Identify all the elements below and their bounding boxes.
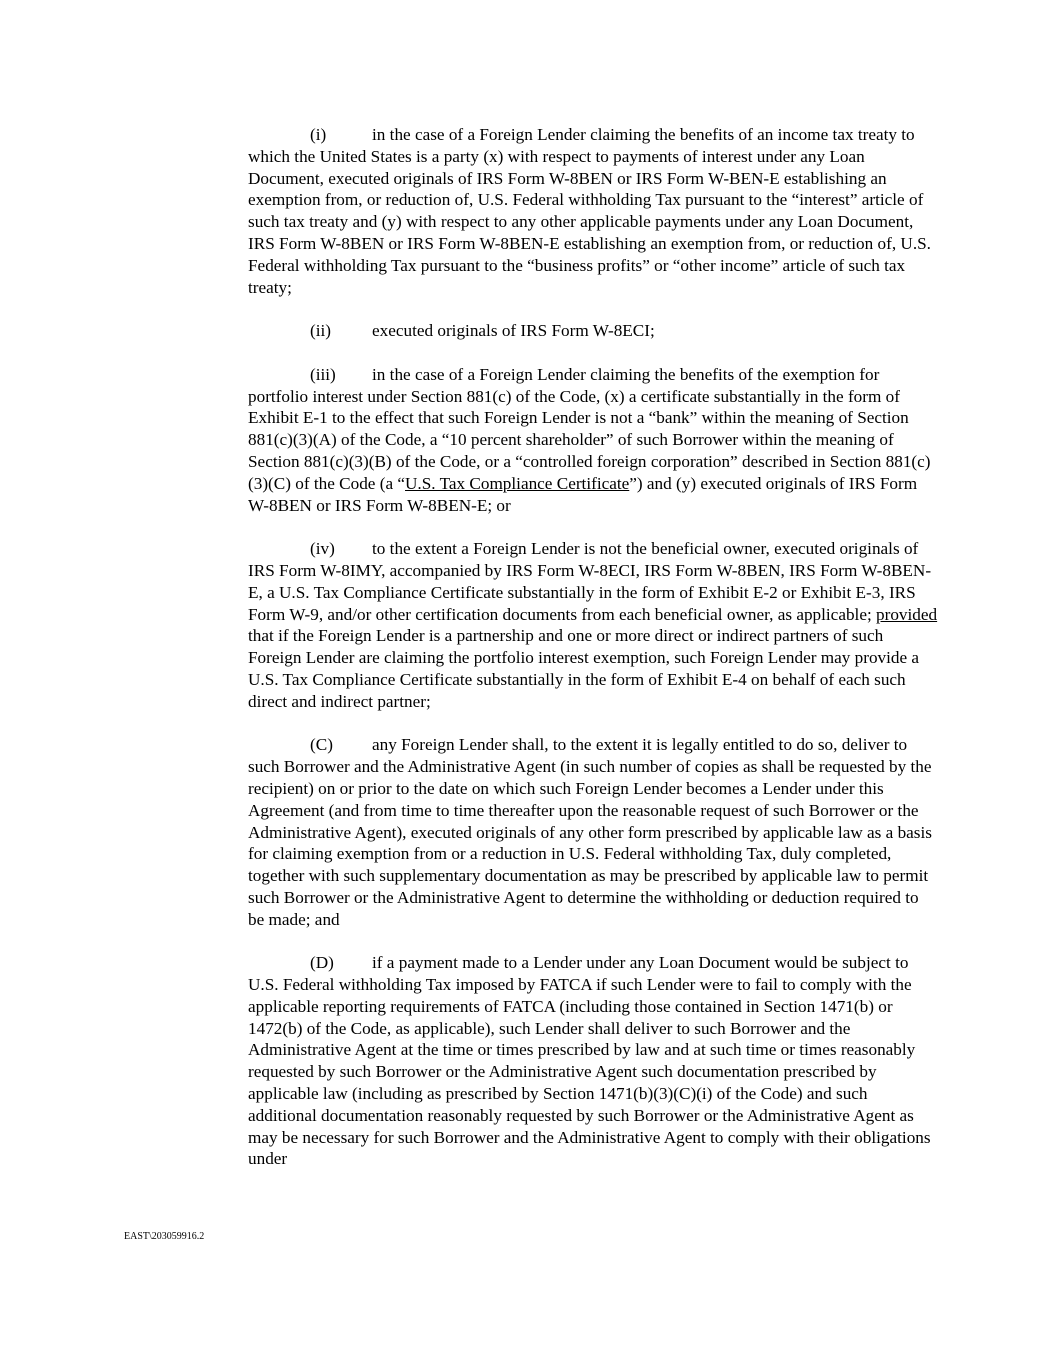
paragraph-number: (iii) [310,364,336,384]
paragraph-number: (ii) [310,321,331,341]
paragraph-iii [248,364,938,517]
paragraph-text: in the case of a Foreign Lender claiming the benefits of the exemption for portfolio interest under Section 881(c) of the Code, (x) a certificate substantially in the form of Exhibit E-1 to the effect that such Foreign Lender is not a “bank” within the meaning of Section 881(c)(3)(A) of the Code, a “10 percent shareholder” of such Borrower within the meaning of Section 881(c)(3)(B) of the Code, or a “controlled foreign corporation” described in Section 881(c)(3)(C) of the Code (a “ [248,364,931,493]
paragraph-text: executed originals of IRS Form W-8ECI; [372,321,655,341]
paragraph-i [248,124,938,298]
paragraph-text: any Foreign Lender shall, to the extent it is legally entitled to do so, deliver to such Borrower and the Administrative Agent (in such number of copies as shall be requested by the recipient) on or prior to the date on which such Foreign Lender becomes a Lender under this Agreement (and from time to time thereafter upon the reasonable request of such Borrower or the Administrative Agent), executed originals of any other form prescribed by applicable law as a basis for claiming exemption from or a reduction in U.S. Federal withholding Tax, duly completed, together with such supplementary documentation as may be prescribed by applicable law to permit such Borrower or the Administrative Agent to determine the withholding or deduction required to be made; and [248,735,932,929]
document-id-footer: EAST\203059916.2 [124,1231,205,1242]
paragraph-number: (D) [310,953,334,973]
paragraph-number: (C) [310,735,333,755]
paragraph-iv [248,538,938,712]
paragraph-text: to the extent a Foreign Lender is not the beneficial owner, executed originals of IRS Form W-8IMY, accompanied by IRS Form W-8ECI, IRS Form W-8BEN, IRS Form W-8BEN-E, a U.S. Tax Compliance Certificate substantially in the form of Exhibit E-2 or Exhibit E-3, IRS Form W-9, and/or other certification documents from each beneficial owner, as applicable; [248,539,932,624]
paragraph-c [248,734,938,930]
paragraph-text-continued: ”) and (y) executed originals of IRS Form W-8BEN or IRS Form W-8BEN-E; or [248,473,918,515]
proviso-underlined: provided [876,604,938,624]
paragraph-text: in the case of a Foreign Lender claiming the benefits of an income tax treaty to which the United States is a party (x) with respect to payments of interest under any Loan Document, executed originals of IRS Form W-8BEN or IRS Form W-BEN-E establishing an exemption from, or reduction of, U.S. Federal withholding Tax pursuant to the “interest” article of such tax treaty and (y) with respect to any other applicable payments under any Loan Document, IRS Form W-8BEN or IRS Form W-8BEN-E establishing an exemption from, or reduction of, U.S. Federal withholding Tax pursuant to the “business profits” or “other income” article of such tax treaty; [248,125,931,297]
paragraph-number: (i) [310,125,327,144]
paragraph-ii [248,320,938,342]
defined-term-underlined: U.S. Tax Compliance Certificate [405,473,630,493]
document-body [248,124,938,1192]
paragraph-text: if a payment made to a Lender under any Loan Document would be subject to U.S. Federal withholding Tax imposed by FATCA if such Lender were to fail to comply with the applicable reporting requirements of FATCA (including those contained in Section 1471(b) or 1472(b) of the Code, as applicable), such Lender shall deliver to such Borrower and the Administrative Agent at the time or times prescribed by law and at such time or times reasonably requested by such Borrower or the Administrative Agent such documentation prescribed by applicable law (including as prescribed by Section 1471(b)(3)(C)(i) of the Code) and such additional documentation reasonably requested by such Borrower or the Administrative Agent as may be necessary for such Borrower and the Administrative Agent to comply with their obligations under [248,953,931,1169]
paragraph-number: (iv) [310,539,335,559]
paragraph-d [248,952,938,1170]
paragraph-text-continued: that if the Foreign Lender is a partnership and one or more direct or indirect partners of such Foreign Lender are claiming the portfolio interest exemption, such Foreign Lender may provide a U.S. Tax Compliance Certificate substantially in the form of Exhibit E-4 on behalf of each such direct and indirect partner; [248,626,920,711]
